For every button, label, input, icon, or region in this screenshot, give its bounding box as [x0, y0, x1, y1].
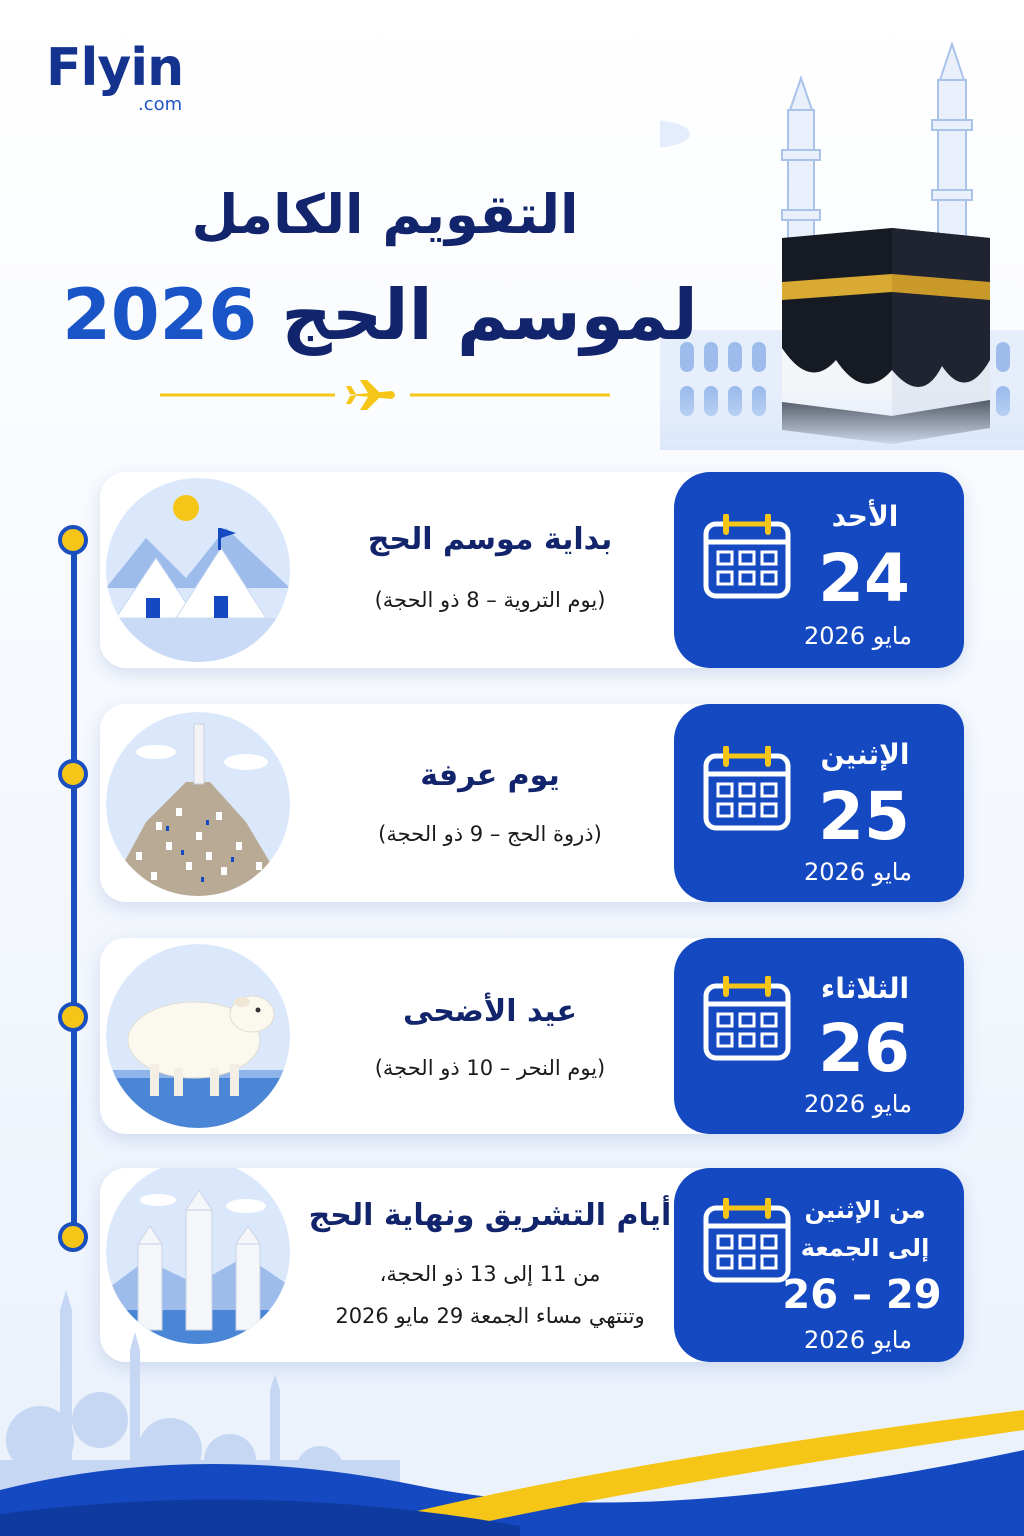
event-title: أيام التشريق ونهاية الحج	[308, 1198, 672, 1233]
sheep-icon	[106, 944, 290, 1128]
day-number: 24	[818, 540, 910, 617]
mount-arafat-icon	[106, 712, 290, 896]
logo-domain: .com	[138, 94, 183, 115]
event-title: بداية موسم الحج	[367, 522, 613, 557]
day-name: الثلاثاء	[820, 972, 910, 1005]
title-text: لموسم الحج	[281, 274, 698, 356]
day-name: الإثنين	[820, 738, 910, 771]
day-name-line1: من الإثنين	[804, 1196, 926, 1224]
event-subtitle: (ذروة الحج – 9 ذو الحجة)	[378, 822, 602, 846]
calendar-icon	[702, 746, 792, 832]
timeline-dot	[58, 1002, 88, 1032]
month-year: مايو 2026	[804, 622, 912, 650]
event-subtitle: (يوم التروية – 8 ذو الحجة)	[374, 588, 606, 612]
month-year: مايو 2026	[804, 1090, 912, 1118]
month-year: مايو 2026	[804, 858, 912, 886]
event-subtitle-line1: من 11 إلى 13 ذو الحجة،	[379, 1262, 601, 1286]
airplane-icon	[346, 380, 395, 410]
logo-wordmark: Flyin	[46, 38, 184, 98]
day-name-line2: إلى الجمعة	[800, 1234, 930, 1262]
mosque-skyline-decoration	[0, 1290, 1024, 1536]
day-number: 25	[818, 778, 910, 855]
day-number: 26	[818, 1010, 910, 1087]
tents-icon	[106, 478, 290, 662]
event-card[interactable]	[100, 938, 964, 1134]
day-name: الأحد	[831, 500, 899, 533]
calendar-icon	[702, 976, 792, 1062]
timeline-dot	[58, 1222, 88, 1252]
title-divider	[160, 378, 610, 412]
calendar-icon	[702, 514, 792, 600]
flyin-logo[interactable]	[46, 38, 206, 118]
day-range: 26 – 29	[782, 1272, 942, 1318]
event-title: يوم عرفة	[420, 758, 560, 793]
event-subtitle: (يوم النحر – 10 ذو الحجة)	[374, 1056, 606, 1080]
timeline-dot	[58, 525, 88, 555]
page-title-line2	[40, 270, 720, 360]
timeline-dot	[58, 759, 88, 789]
event-card[interactable]	[100, 704, 964, 902]
event-subtitle-line2: وتنتهي مساء الجمعة 29 مايو 2026	[335, 1304, 645, 1328]
page-title-line1: التقويم الكامل	[191, 183, 579, 246]
month-year: مايو 2026	[804, 1326, 912, 1354]
kaaba-illustration	[660, 30, 1024, 450]
event-card[interactable]	[100, 472, 964, 668]
event-title: عيد الأضحى	[402, 994, 578, 1029]
timeline-line	[71, 540, 77, 1240]
title-year: 2026	[62, 274, 258, 356]
calendar-icon	[702, 1198, 792, 1284]
